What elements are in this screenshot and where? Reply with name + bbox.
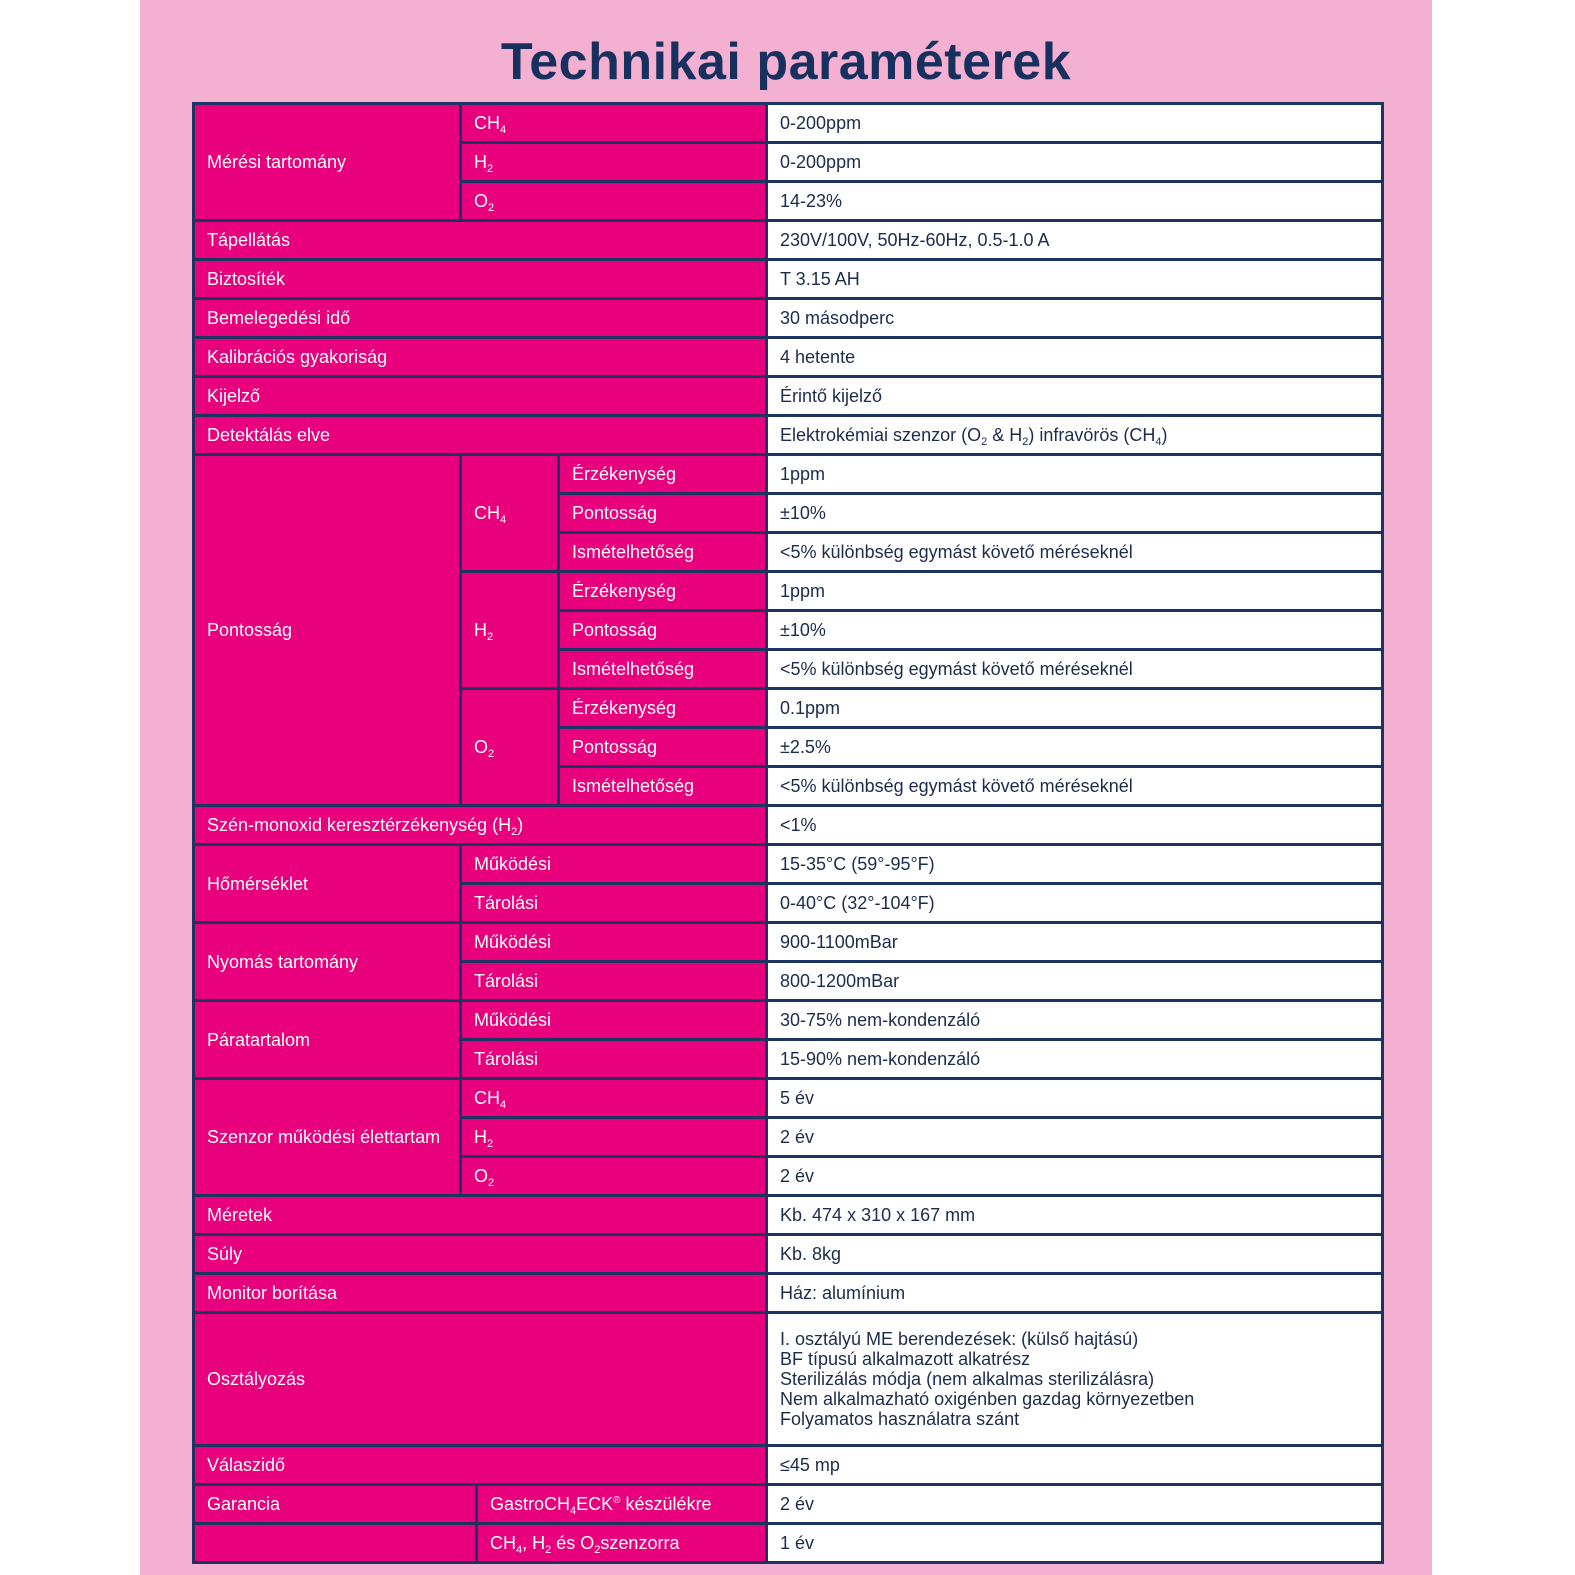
page-title: Technikai paraméterek [500,33,1072,91]
value-szenzor-ch4: 5 év [767,1079,1383,1118]
value-meresi-h2: 0-200ppm [767,143,1383,182]
value-paratartalom-mukodesi: 30-75% nem-kondenzáló [767,1001,1383,1040]
value-garancia-device: 2 év [767,1485,1383,1524]
value-paratartalom-tarolasi: 15-90% nem-kondenzáló [767,1040,1383,1079]
garancia-device-label: GastroCH$_4$ECK® készülékre [477,1485,767,1524]
table-row [194,1446,1383,1485]
row-label-osztalyozas: Osztályozás [194,1313,767,1446]
value-meretek: Kb. 474 x 310 x 167 mm [767,1196,1383,1235]
table-row [194,1079,1383,1118]
value-detektalas: Elektrokémiai szenzor ($O_2$ & $H_2$) infravörös $(CH_4)$ [767,416,1383,455]
gas-label-o2: $O_2$ [461,689,559,806]
mode-label-mukodesi: Működési [461,1001,767,1040]
row-label-meretek: Méretek [194,1196,767,1235]
mode-label-tarolasi: Tárolási [461,1040,767,1079]
value-homerseklet-mukodesi: 15-35°C (59°-95°F) [767,845,1383,884]
table-row [194,806,1383,845]
value-nyomas-tarolasi: 800-1200mBar [767,962,1383,1001]
table-row [194,1196,1383,1235]
row-label-biztositek: Biztosíték [194,260,767,299]
table-row [194,1001,1383,1040]
value-bemelegedesi: 30 másodperc [767,299,1383,338]
row-label-detektalas: Detektálás elve [194,416,767,455]
gas-label-ch4: $CH_4$ [461,104,767,143]
value-h2-ismetelhetoseg: <5% különbség egymást követő méréseknél [767,650,1383,689]
row-label-kijelzo: Kijelző [194,377,767,416]
value-szenzor-h2: 2 év [767,1118,1383,1157]
value-meresi-ch4: 0-200ppm [767,104,1383,143]
osztalyozas-line: Sterilizálás módja (nem alkalmas sterilizálásra) [780,1369,1155,1389]
mode-label-mukodesi: Működési [461,923,767,962]
value-ch4-ismetelhetoseg: <5% különbség egymást követő méréseknél [767,533,1383,572]
value-tapellatas: 230V/100V, 50Hz-60Hz, 0.5-1.0 A [767,221,1383,260]
gas-label-h2: $H_2$ [461,572,559,689]
garancia-empty-cell [194,1524,477,1563]
value-ch4-pontossag: ±10% [767,494,1383,533]
row-label-tapellatas: Tápellátás [194,221,767,260]
value-ch4-erzekenyseg: 1ppm [767,455,1383,494]
mode-label-tarolasi: Tárolási [461,962,767,1001]
table-row [194,1485,1383,1524]
row-label-paratartalom: Páratartalom [194,1001,461,1079]
gas-label-h2: $H_2$ [461,1118,767,1157]
value-meresi-o2: 14-23% [767,182,1383,221]
table-row [194,1235,1383,1274]
row-label-nyomas: Nyomás tartomány [194,923,461,1001]
sub-label-erzekenyseg: Érzékenység [559,572,767,611]
table-row [194,455,1383,494]
spec-table [192,102,1384,1564]
garancia-sensor-label: $CH_4$, $H_2$ és $O_2szenzorra$ [477,1524,767,1563]
osztalyozas-line: I. osztályú ME berendezések: (külső hajtású) [780,1329,1139,1349]
osztalyozas-line: Nem alkalmazható oxigénben gazdag környezetben [780,1389,1195,1409]
table-row [194,104,1383,143]
value-o2-ismetelhetoseg: <5% különbség egymást követő méréseknél [767,767,1383,806]
row-label-homerseklet: Hőmérséklet [194,845,461,923]
table-row [194,1274,1383,1313]
gas-label-ch4: $CH_4$ [461,1079,767,1118]
table-row [194,377,1383,416]
sub-label-pontossag: Pontosság [559,728,767,767]
osztalyozas-line: Folyamatos használatra szánt [780,1409,1020,1429]
value-h2-erzekenyseg: 1ppm [767,572,1383,611]
value-monitor: Ház: alumínium [767,1274,1383,1313]
value-h2-pontossag: ±10% [767,611,1383,650]
sub-label-erzekenyseg: Érzékenység [559,455,767,494]
table-row [194,299,1383,338]
value-garancia-sensor: 1 év [767,1524,1383,1563]
table-row [194,845,1383,884]
row-label-meresi-tartomany: Mérési tartomány [194,104,461,221]
sub-label-pontossag: Pontosság [559,494,767,533]
row-label-valaszido: Válaszidő [194,1446,767,1485]
table-row [194,260,1383,299]
row-label-monitor: Monitor borítása [194,1274,767,1313]
row-label-szen-monoxid: Szén-monoxid keresztérzékenység $(H_2)$ [194,806,767,845]
table-row [194,221,1383,260]
table-row [194,1524,1383,1563]
table-row [194,1313,1383,1446]
value-biztositek: T 3.15 AH [767,260,1383,299]
value-nyomas-mukodesi: 900-1100mBar [767,923,1383,962]
row-label-kalibracios: Kalibrációs gyakoriság [194,338,767,377]
value-kijelzo: Érintő kijelző [767,377,1383,416]
sub-label-ismetelhetoseg: Ismételhetőség [559,650,767,689]
value-suly: Kb. 8kg [767,1235,1383,1274]
table-row [194,923,1383,962]
row-label-garancia: Garancia [194,1485,477,1524]
value-o2-pontossag: ±2.5% [767,728,1383,767]
value-homerseklet-tarolasi: 0-40°C (32°-104°F) [767,884,1383,923]
osztalyozas-line: BF típusú alkalmazott alkatrész [780,1349,1031,1369]
table-row [194,338,1383,377]
mode-label-tarolasi: Tárolási [461,884,767,923]
value-kalibracios: 4 hetente [767,338,1383,377]
sub-label-erzekenyseg: Érzékenység [559,689,767,728]
value-o2-erzekenyseg: 0.1ppm [767,689,1383,728]
table-row [194,416,1383,455]
row-label-pontossag: Pontosság [194,455,461,806]
row-label-bemelegedesi: Bemelegedési idő [194,299,767,338]
row-label-suly: Súly [194,1235,767,1274]
row-label-szenzor: Szenzor működési élettartam [194,1079,461,1196]
gas-label-o2: $O_2$ [461,1157,767,1196]
gas-label-o2: $O_2$ [461,182,767,221]
sub-label-ismetelhetoseg: Ismételhetőség [559,533,767,572]
gas-label-h2: $H_2$ [461,143,767,182]
spec-sheet-page [140,0,1432,1575]
value-valaszido: ≤45 mp [767,1446,1383,1485]
value-szenzor-o2: 2 év [767,1157,1383,1196]
sub-label-pontossag: Pontosság [559,611,767,650]
value-szen-monoxid: <1% [767,806,1383,845]
value-osztalyozas [767,1313,1383,1446]
mode-label-mukodesi: Működési [461,845,767,884]
sub-label-ismetelhetoseg: Ismételhetőség [559,767,767,806]
gas-label-ch4: $CH_4$ [461,455,559,572]
